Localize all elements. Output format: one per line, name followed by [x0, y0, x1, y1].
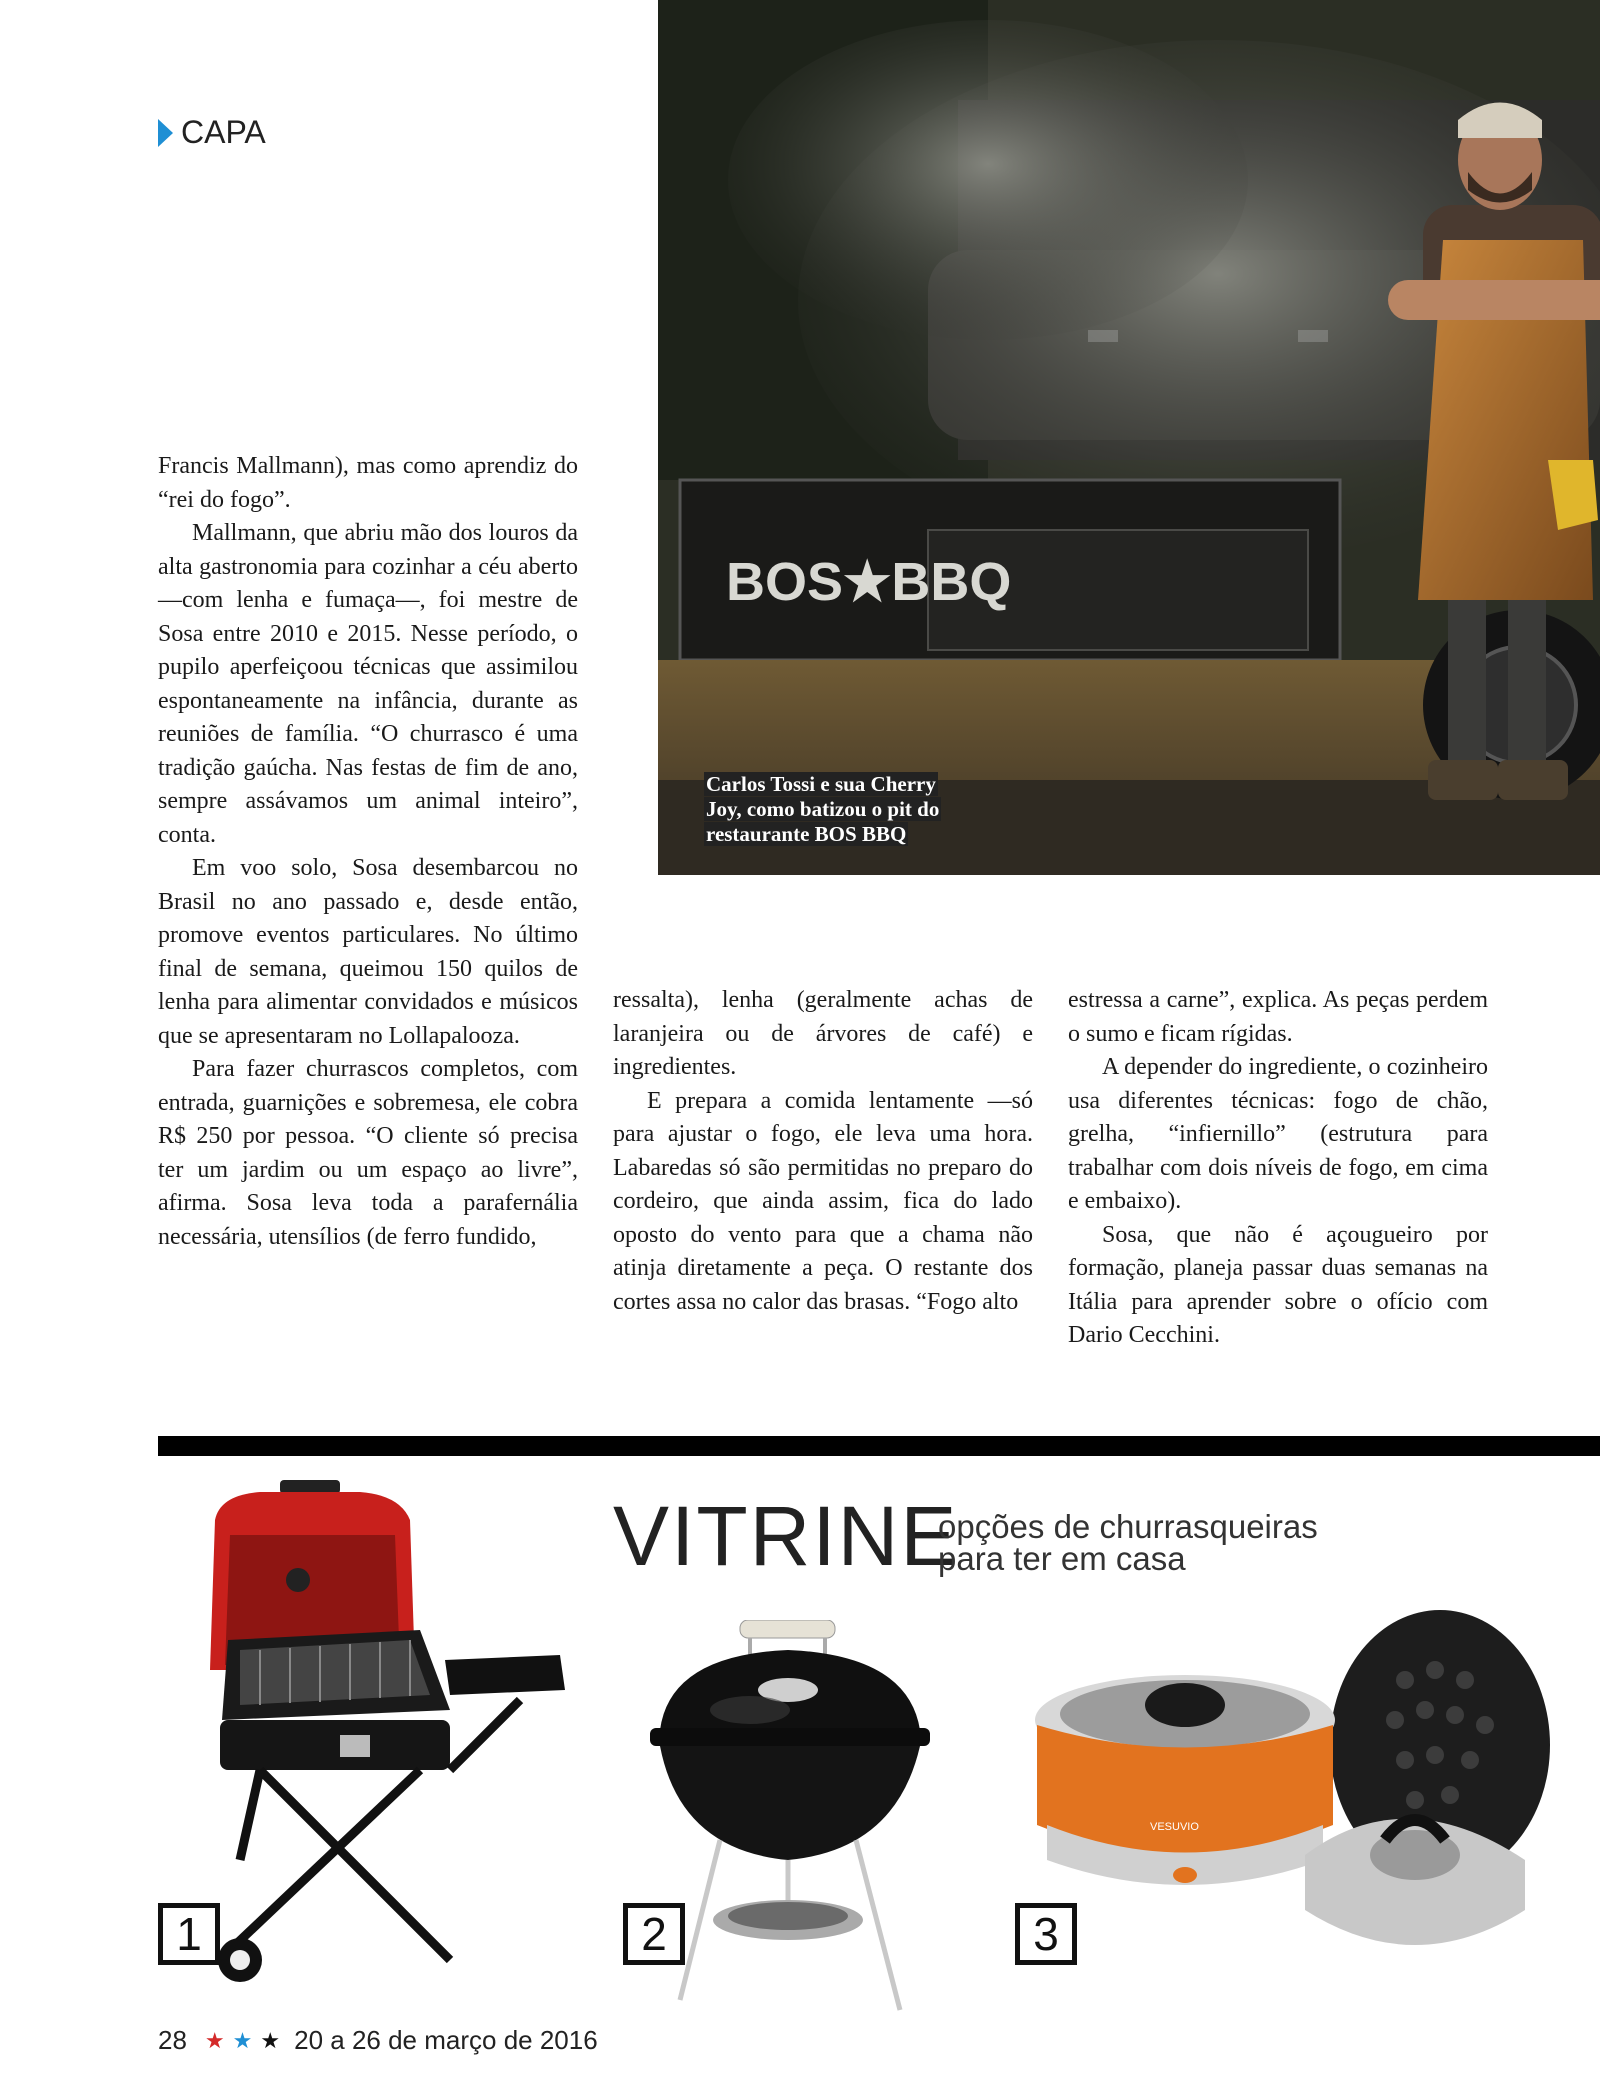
red-star-icon: ★	[204, 2027, 225, 2053]
page-number: 28	[158, 2025, 187, 2055]
vitrine-title: VITRINE	[613, 1489, 959, 1583]
paragraph: Francis Mallmann), mas como aprendiz do “rei do fogo”.	[158, 453, 578, 513]
paragraph: ressalta), lenha (geralmente achas de laranjeira ou de árvores de café) e ingredientes.	[613, 987, 1033, 1080]
product-number-1: 1	[158, 1903, 220, 1965]
pitmaster-photo-illustration	[658, 0, 1600, 875]
article-column-3	[1068, 984, 1488, 1353]
kettle-grill-icon	[640, 1620, 940, 2020]
black-star-icon: ★	[260, 2027, 281, 2053]
caption-line-3: restaurante BOS BBQ	[706, 822, 907, 846]
section-tag	[158, 114, 266, 151]
photo-caption	[704, 772, 941, 847]
vitrine-subtitle-line-1: opções de churrasqueiras	[938, 1508, 1318, 1545]
vitrine-subtitle	[938, 1508, 1338, 1577]
article-column-2	[613, 984, 1033, 1319]
caption-line-1: Carlos Tossi e sua Cherry	[706, 772, 936, 796]
paragraph: estressa a carne”, explica. As peças perdem o sumo e ficam rígidas.	[1068, 987, 1488, 1047]
product-number-2: 2	[623, 1903, 685, 1965]
section-label: CAPA	[181, 114, 266, 150]
product-number-3: 3	[1015, 1903, 1077, 1965]
paragraph: Em voo solo, Sosa desembarcou no Brasil no ano passado e, desde então, promove eventos particulares. No último final de semana, queimou 150 quilos de lenha para alimentar convidados e músicos que se apresentaram no Lollapalooza.	[158, 855, 578, 1049]
caption-line-2: Joy, como batizou o pit do	[706, 797, 940, 821]
smokeless-table-grill-icon	[1025, 1610, 1565, 1980]
portable-red-grill-icon	[200, 1480, 570, 1990]
vitrine-subtitle-line-2: para ter em casa	[938, 1540, 1186, 1577]
product3-brand: VESUVIO	[1150, 1821, 1199, 1833]
blue-star-icon: ★	[232, 2027, 253, 2053]
triangle-marker-icon	[158, 119, 173, 147]
issue-date: 20 a 26 de março de 2016	[294, 2025, 598, 2055]
paragraph: Sosa, que não é açougueiro por formação, planeja passar duas semanas na Itália para aprender sobre o ofício com Dario Cecchini.	[1068, 1221, 1488, 1348]
article-column-1	[158, 450, 578, 1254]
pitmaster-photo	[658, 0, 1600, 875]
paragraph: Para fazer churrascos completos, com entrada, guarnições e sobremesa, ele cobra R$ 250 por pessoa. “O cliente só precisa ter um jardim ou um espaço ao livre”, afirma. Sosa leva toda a parafernália necessária, utensílios (de ferro fundido,	[158, 1056, 578, 1250]
section-divider	[158, 1436, 1600, 1456]
paragraph: E prepara a comida lentamente —só para ajustar o fogo, ele leva uma hora. Labaredas só são permitidas no preparo do cordeiro, que ainda assim, fica do lado oposto do vento para que a chama não atinja diretamente a peça. O restante dos cortes assa no calor das brasas. “Fogo alto	[613, 1087, 1033, 1315]
page-footer	[158, 2025, 598, 2056]
paragraph: Mallmann, que abriu mão dos louros da alta gastronomia para cozinhar a céu aberto —com lenha e fumaça—, foi mestre de Sosa entre 2010 e 2015. Nesse período, o pupilo aperfeiçoou técnicas que assimilou espontaneamente na infância, durante as reuniões de família. “O churrasco é uma tradição gaúcha. Nas festas de fim de ano, sempre assávamos um animal inteiro”, conta.	[158, 520, 578, 848]
paragraph: A depender do ingrediente, o cozinheiro usa diferentes técnicas: fogo de chão, grelha, “infiernillo” (estrutura para trabalhar com dois níveis de fogo, em cima e embaixo).	[1068, 1054, 1488, 1214]
truck-logo: BOS★BBQ	[726, 552, 1012, 612]
